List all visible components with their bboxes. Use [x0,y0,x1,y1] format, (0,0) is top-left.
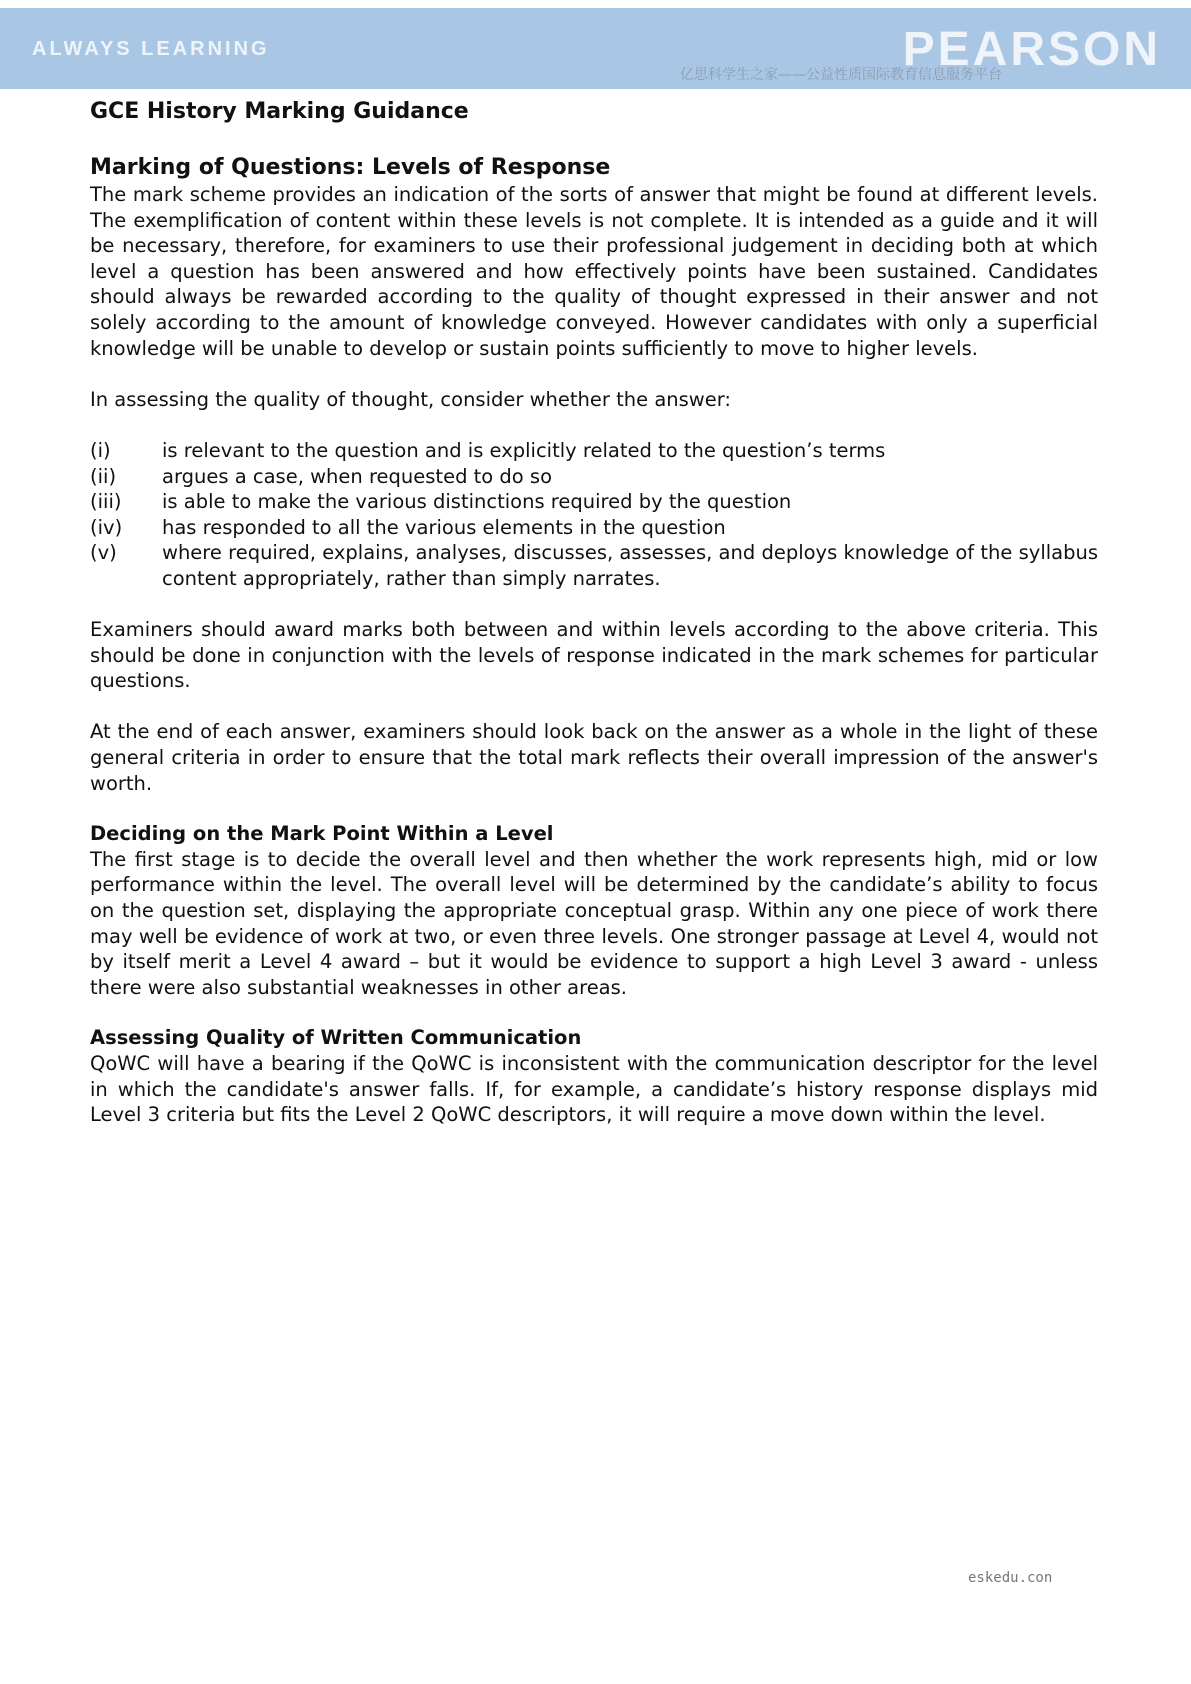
list-item-number: (ii) [90,464,117,488]
paragraph-first-stage: The first stage is to decide the overall level and then whether the work represents high, mid or low performance within the level. The overall level will be determined by the candidate’s ability to focus on the question set, displaying the appropriate conceptual grasp. Within any one piece of work there may well be evidence of work at two, or even three levels. One stronger passage at Level 4, would not by itself merit a Level 4 award – but it would be evidence to support a high Level 3 award - unless there were also substantial weaknesses in other areas. [90,847,1098,999]
tagline: ALWAYS LEARNING [32,38,270,60]
list-item [90,438,1098,464]
list-item-text: has responded to all the various elements in the question [162,515,726,539]
paragraph-end-of-answer: At the end of each answer, examiners should look back on the answer as a whole in the light of these general criteria in order to ensure that the total mark reflects their overall impression of the answer's worth. [90,720,1098,795]
list-item-number: (iii) [90,490,122,514]
list-item-text: is relevant to the question and is explicitly related to the question’s terms [162,438,886,462]
list-item-number: (v) [90,541,117,565]
list-item-text: argues a case, when requested to do so [162,464,553,488]
document-body [90,98,1098,1128]
footer-site-mark: eskedu.con [968,1570,1053,1586]
section-heading-qowc: Assessing Quality of Written Communication [90,1026,582,1050]
list-item-text: is able to make the various distinctions required by the question [162,490,792,514]
list-item-number: (i) [90,438,111,462]
criteria-list [90,438,1098,592]
paragraph-qowc: QoWC will have a bearing if the QoWC is inconsistent with the communication descriptor for the level in which the candidate's answer falls. If, for example, a candidate’s history response displays mid Level 3 criteria but fits the Level 2 QoWC descriptors, it will require a move down within the level. [90,1052,1098,1127]
paragraph-mark-scheme: The mark scheme provides an indication of the sorts of answer that might be found at different levels. The exemplification of content within these levels is not complete. It is intended as a guide and it will be necessary, therefore, for examiners to use their professional judgement in deciding both at which level a question has been answered and how effectively points have been sustained. Candidates should always be rewarded according to the quality of thought expressed in their answer and not solely according to the amount of knowledge conveyed. However candidates with only a superficial knowledge will be unable to develop or sustain points sufficiently to move to higher levels. [90,183,1098,360]
paragraph-examiners-award: Examiners should award marks both between and within levels according to the above criteria. This should be done in conjunction with the levels of response indicated in the mark schemes for particular questions. [90,618,1098,693]
list-item [90,515,1098,541]
section-heading-mark-point: Deciding on the Mark Point Within a Level [90,822,554,846]
list-item-text: where required, explains, analyses, discusses, assesses, and deploys knowledge of the syllabus content appropriately, rather than simply narrates. [162,541,1098,590]
pearson-logo: PEARSON [902,23,1161,76]
watermark-text: 亿思科学生之家——公益性质国际教育信息服务平台 [680,67,1002,83]
page-title: GCE History Marking Guidance [90,99,469,124]
list-item-number: (iv) [90,515,123,539]
header-banner [0,8,1191,89]
list-item [90,489,1098,515]
list-item [90,464,1098,490]
section-heading-levels: Marking of Questions: Levels of Response [90,155,611,180]
list-item [90,540,1098,591]
paragraph-assessing: In assessing the quality of thought, consider whether the answer: [90,387,731,411]
